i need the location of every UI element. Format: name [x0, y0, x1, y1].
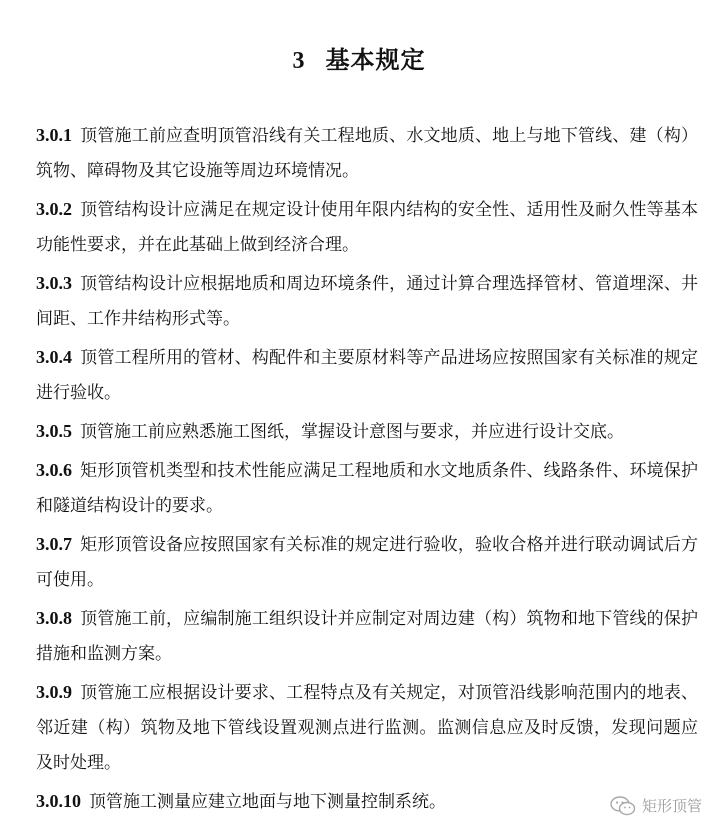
clause-text: 顶管工程所用的管材、构配件和主要原材料等产品进场应按照国家有关标准的规定进行验收。	[36, 348, 698, 403]
clause-text: 顶管结构设计应根据地质和周边环境条件，通过计算合理选择管材、管道埋深、井间距、工作井结构形式等。	[36, 274, 698, 329]
clause-number: 3.0.4	[36, 347, 72, 367]
clause-number: 3.0.10	[36, 791, 81, 811]
watermark-text: 矩形顶管	[641, 797, 702, 815]
clause-3-0-2	[36, 192, 698, 263]
clause-number: 3.0.7	[36, 534, 72, 554]
clause-text: 顶管施工前应查明顶管沿线有关工程地质、水文地质、地上与地下管线、建（构）筑物、障碍物及其它设施等周边环境情况。	[36, 126, 698, 181]
clause-text: 顶管施工应根据设计要求、工程特点及有关规定，对顶管沿线影响范围内的地表、邻近建（构）筑物及地下管线设置观测点进行监测。监测信息应及时反馈，发现问题应及时处理。	[36, 683, 698, 773]
clause-text: 顶管施工测量应建立地面与地下测量控制系统。	[89, 792, 446, 812]
clause-3-0-6	[36, 453, 698, 524]
clause-text: 矩形顶管设备应按照国家有关标准的规定进行验收，验收合格并进行联动调试后方可使用。	[36, 535, 698, 590]
clause-3-0-5	[36, 414, 698, 450]
chapter-heading	[0, 44, 718, 77]
clause-number: 3.0.3	[36, 273, 72, 293]
clause-text: 顶管结构设计应满足在规定设计使用年限内结构的安全性、适用性及耐久性等基本功能性要求，并在此基础上做到经济合理。	[36, 200, 698, 255]
clause-3-0-1	[36, 118, 698, 189]
clause-3-0-4	[36, 340, 698, 411]
clause-number: 3.0.6	[36, 460, 72, 480]
wechat-icon	[610, 796, 636, 816]
clause-text: 矩形顶管机类型和技术性能应满足工程地质和水文地质条件、线路条件、环境保护和隧道结构设计的要求。	[36, 461, 698, 516]
chapter-number: 3	[292, 48, 306, 74]
clause-number: 3.0.1	[36, 125, 72, 145]
clause-3-0-10	[36, 784, 698, 820]
clause-number: 3.0.2	[36, 199, 72, 219]
clause-number: 3.0.5	[36, 421, 72, 441]
clause-3-0-9	[36, 675, 698, 781]
clause-text: 顶管施工前，应编制施工组织设计并应制定对周边建（构）筑物和地下管线的保护措施和监测方案。	[36, 609, 698, 664]
clause-3-0-7	[36, 527, 698, 598]
clause-list	[36, 118, 698, 823]
clause-text: 顶管施工前应熟悉施工图纸，掌握设计意图与要求，并应进行设计交底。	[80, 422, 624, 442]
clause-number: 3.0.8	[36, 608, 72, 628]
chapter-title: 基本规定	[325, 45, 426, 74]
clause-3-0-3	[36, 266, 698, 337]
clause-3-0-8	[36, 601, 698, 672]
clause-number: 3.0.9	[36, 682, 72, 702]
watermark	[610, 795, 702, 816]
